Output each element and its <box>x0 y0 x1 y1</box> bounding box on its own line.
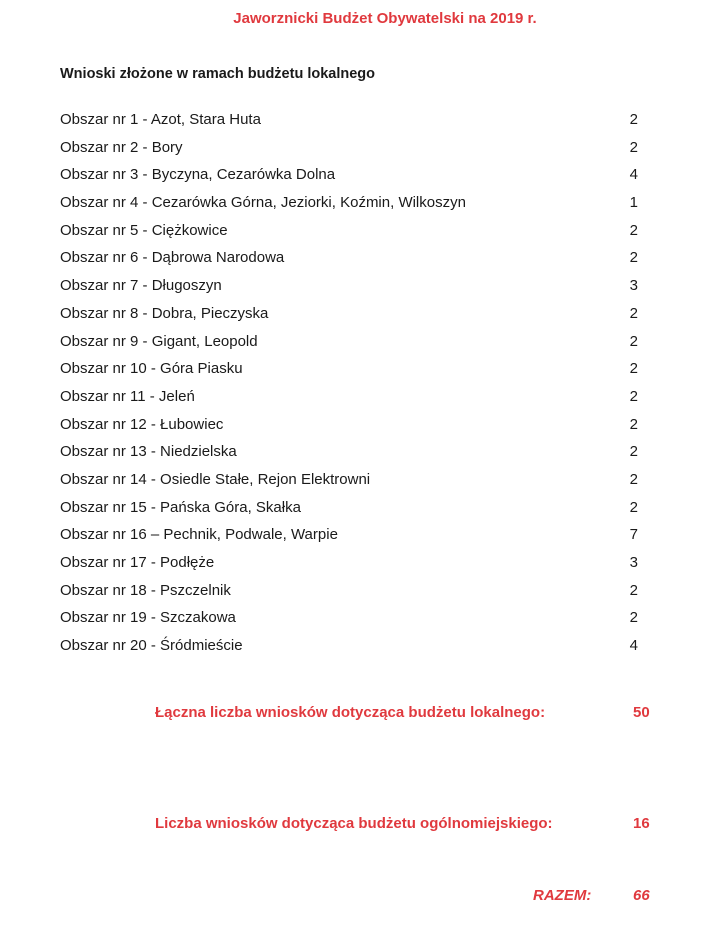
list-item <box>60 442 638 470</box>
area-count: 2 <box>629 111 638 128</box>
area-count: 2 <box>629 332 638 350</box>
area-label: Obszar nr 18 - Pszczelnik <box>60 581 231 599</box>
area-count: 2 <box>629 443 638 461</box>
area-count: 3 <box>629 554 638 571</box>
list-item <box>60 304 638 332</box>
list-item <box>60 608 638 636</box>
list-item <box>60 470 638 498</box>
area-label: Obszar nr 9 - Gigant, Leopold <box>60 332 258 350</box>
area-count: 2 <box>629 415 638 433</box>
list-item <box>60 636 638 664</box>
page-title: Jaworznicki Budżet Obywatelski na 2019 r. <box>233 10 537 27</box>
local-total-label: Łączna liczba wniosków dotycząca budżetu lokalnego: <box>155 704 546 721</box>
area-label: Obszar nr 19 - Szczakowa <box>60 609 236 627</box>
area-count: 1 <box>629 194 638 212</box>
area-label: Obszar nr 8 - Dobra, Pieczyska <box>60 304 269 322</box>
area-label: Obszar nr 13 - Niedzielska <box>60 443 237 461</box>
area-count: 7 <box>629 526 638 544</box>
area-label: Obszar nr 16 – Pechnik, Podwale, Warpie <box>60 526 338 544</box>
area-count: 2 <box>629 249 638 267</box>
area-label: Obszar nr 5 - Ciężkowice <box>60 221 228 239</box>
area-label: Obszar nr 15 - Pańska Góra, Skałka <box>60 498 301 516</box>
area-label: Obszar nr 17 - Podłęże <box>60 554 215 571</box>
area-count: 2 <box>629 581 638 599</box>
list-item <box>60 553 638 581</box>
area-label: Obszar nr 20 - Śródmieście <box>60 637 243 655</box>
local-total-value: 50 <box>633 704 650 721</box>
area-label: Obszar nr 12 - Łubowiec <box>60 415 224 433</box>
area-label: Obszar nr 3 - Byczyna, Cezarówka Dolna <box>60 166 336 184</box>
area-label: Obszar nr 2 - Bory <box>60 138 183 156</box>
list-item <box>60 332 638 360</box>
list-item <box>60 221 638 249</box>
area-label: Obszar nr 6 - Dąbrowa Narodowa <box>60 249 285 267</box>
list-item <box>60 387 638 415</box>
area-count: 3 <box>629 277 638 295</box>
list-item <box>60 248 638 276</box>
list-item <box>60 498 638 526</box>
list-item <box>60 359 638 387</box>
area-label: Obszar nr 1 - Azot, Stara Huta <box>60 111 261 128</box>
area-list <box>60 110 638 664</box>
city-total-label: Liczba wniosków dotycząca budżetu ogólnomiejskiego: <box>155 815 553 832</box>
area-label: Obszar nr 10 - Góra Piasku <box>60 360 243 378</box>
list-item <box>60 415 638 443</box>
area-count: 4 <box>629 166 638 184</box>
list-item <box>60 581 638 609</box>
area-count: 2 <box>629 138 638 156</box>
grand-total-label: RAZEM: <box>533 887 592 904</box>
grand-total-value: 66 <box>633 887 650 904</box>
list-item <box>60 276 638 304</box>
area-label: Obszar nr 7 - Długoszyn <box>60 277 222 295</box>
area-label: Obszar nr 4 - Cezarówka Górna, Jeziorki, Koźmin, Wilkoszyn <box>60 194 466 212</box>
list-item <box>60 110 638 138</box>
area-count: 2 <box>629 304 638 322</box>
area-count: 4 <box>629 637 638 655</box>
section-heading: Wnioski złożone w ramach budżetu lokalnego <box>60 66 376 82</box>
area-count: 2 <box>629 221 638 239</box>
list-item <box>60 138 638 166</box>
list-item <box>60 165 638 193</box>
area-count: 2 <box>629 470 638 488</box>
list-item <box>60 193 638 221</box>
list-item <box>60 525 638 553</box>
area-count: 2 <box>629 498 638 516</box>
area-label: Obszar nr 11 - Jeleń <box>60 387 195 405</box>
area-count: 2 <box>629 387 638 405</box>
area-count: 2 <box>629 360 638 378</box>
city-total-value: 16 <box>633 815 650 832</box>
area-count: 2 <box>629 609 638 627</box>
area-label: Obszar nr 14 - Osiedle Stałe, Rejon Elektrowni <box>60 470 371 488</box>
